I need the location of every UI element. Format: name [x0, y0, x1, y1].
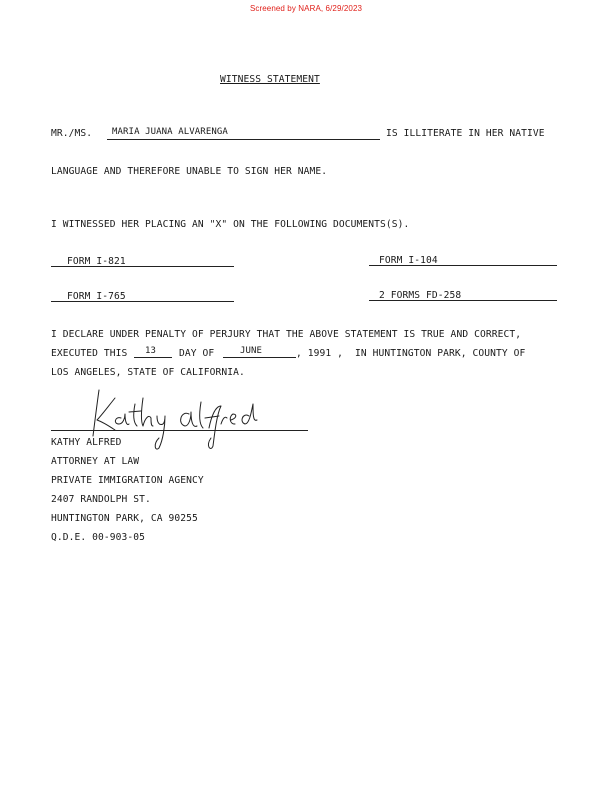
name-underline — [107, 139, 380, 140]
signer-agency: PRIVATE IMMIGRATION AGENCY — [51, 475, 204, 486]
nara-stamp: Screened by NARA, 6/29/2023 — [249, 4, 363, 13]
signer-street: 2407 RANDOLPH ST. — [51, 494, 151, 505]
signature-stroke-f — [205, 406, 221, 448]
place-text: IN HUNTINGTON PARK, COUNTY OF — [355, 348, 526, 359]
signature-stroke-h — [142, 398, 154, 426]
subject-name: MARIA JUANA ALVARENGA — [112, 127, 228, 137]
day-value: 13 — [145, 346, 157, 356]
day-underline — [134, 357, 172, 358]
form-i104-underline — [369, 265, 557, 266]
signature-line — [51, 430, 308, 431]
statement-line-3: I WITNESSED HER PLACING AN "X" ON THE FOLLOWING DOCUMENTS(S). — [51, 219, 410, 230]
form-i765-underline — [51, 301, 234, 302]
month-value: JUNE — [240, 346, 263, 356]
executed-label: EXECUTED THIS — [51, 348, 128, 359]
signature-stroke-d — [242, 404, 257, 424]
form-i821-underline — [51, 266, 234, 267]
form-i821: FORM I-821 — [67, 256, 126, 267]
signature-stroke-y — [155, 416, 165, 449]
month-underline — [223, 357, 296, 358]
signature-stroke-e — [230, 414, 236, 424]
form-fd258: 2 FORMS FD-258 — [379, 290, 462, 301]
signature-stroke-l — [200, 402, 203, 428]
page-title: WITNESS STATEMENT — [220, 74, 320, 85]
signature-stroke-r — [221, 417, 227, 424]
declaration-line-3: LOS ANGELES, STATE OF CALIFORNIA. — [51, 367, 245, 378]
signer-city: HUNTINGTON PARK, CA 90255 — [51, 513, 198, 524]
signature-stroke-k-arms — [97, 398, 115, 430]
signature-stroke-a2 — [181, 412, 197, 426]
signature-stroke-t — [129, 404, 141, 426]
signature-stroke-a — [115, 414, 129, 425]
illiterate-text: IS ILLITERATE IN HER NATIVE — [386, 128, 545, 139]
form-fd258-underline — [369, 300, 557, 301]
signer-title: ATTORNEY AT LAW — [51, 456, 140, 467]
declaration-line-1: I DECLARE UNDER PENALTY OF PERJURY THAT THE ABOVE STATEMENT IS TRUE AND CORRECT, — [51, 329, 522, 340]
signer-qde: Q.D.E. 00-903-05 — [51, 532, 146, 543]
day-of-label: DAY OF — [179, 348, 215, 359]
statement-line-2: LANGUAGE AND THEREFORE UNABLE TO SIGN HER NAME. — [51, 166, 328, 177]
year-text: , 1991 , — [296, 348, 344, 359]
signer-name: KATHY ALFRED — [51, 437, 122, 448]
form-i765: FORM I-765 — [67, 291, 126, 302]
salutation-label: MR./MS. — [51, 128, 93, 139]
form-i104: FORM I-104 — [379, 255, 438, 266]
